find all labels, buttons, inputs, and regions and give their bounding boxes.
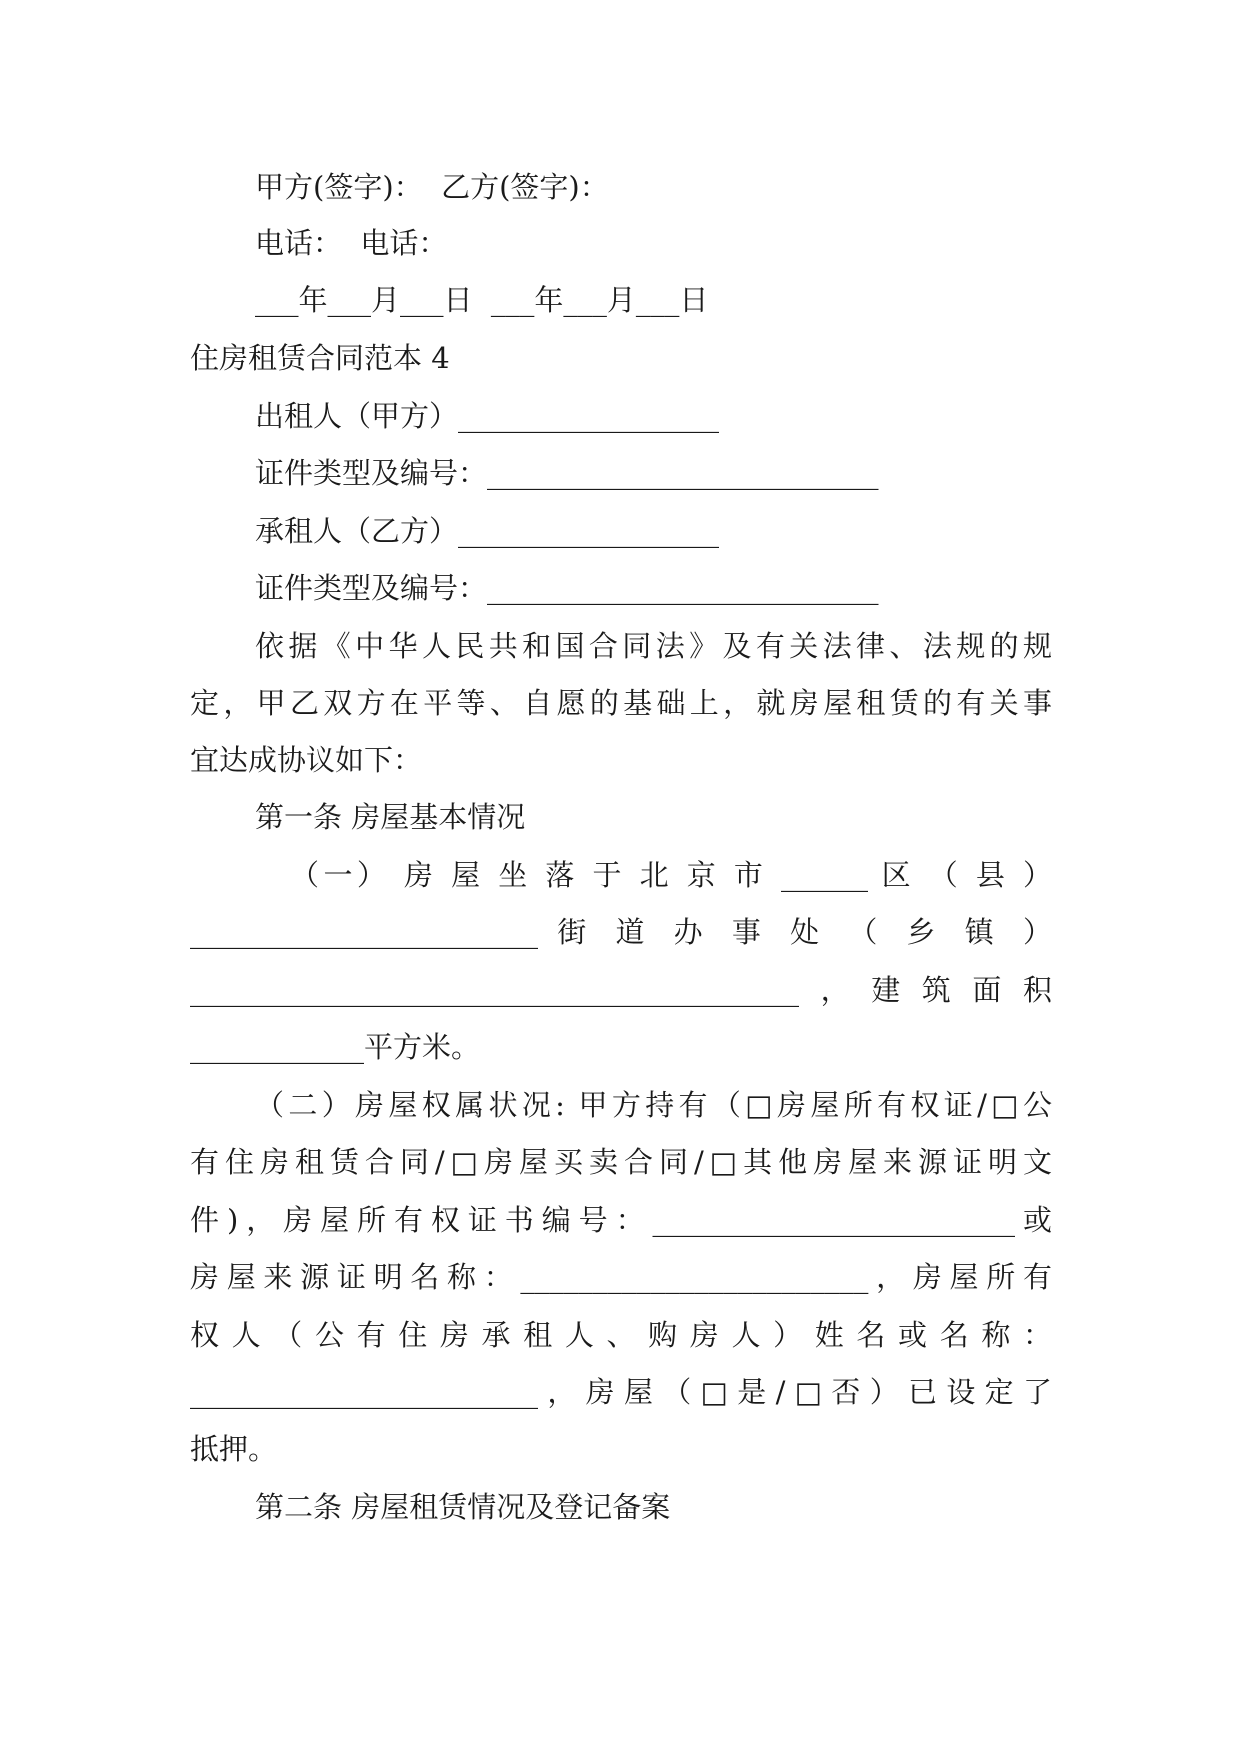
- preamble-line-1: 依据《中华人民共和国合同法》及有关法律、法规的规: [255, 629, 1052, 663]
- phone-line: 电话： 电话：: [255, 226, 448, 260]
- article-1-item-1-line-1: （一） 房 屋 坐 落 于 北 京 市 ______ 区 （ 县 ）: [290, 858, 1052, 892]
- contract-title: 住房租赁合同范本 4: [190, 341, 450, 375]
- article-1-item-1-line-4: ____________平方米。: [190, 1030, 481, 1064]
- lessee-line: 承租人（乙方）__________________: [255, 514, 720, 548]
- article-1-item-2-line-1: （二）房屋权属状况: 甲方持有（□房屋所有权证/□公: [255, 1088, 1052, 1122]
- article-1-item-2-line-2: 有住房租赁合同/□房屋买卖合同/□其他房屋来源证明文: [190, 1145, 1052, 1179]
- lessor-line: 出租人（甲方）__________________: [255, 399, 720, 433]
- preamble-line-3: 宜达成协议如下：: [190, 743, 423, 777]
- lessee-id-line: 证件类型及编号：___________________________: [255, 571, 879, 605]
- article-1-item-1-line-2: ________________________ 街 道 办 事 处 （ 乡 镇 ）: [190, 915, 1052, 949]
- signature-line: 甲方(签字)： 乙方(签字)：: [255, 170, 609, 204]
- preamble-line-2: 定，甲乙双方在平等、自愿的基础上，就房屋租赁的有关事: [190, 686, 1052, 720]
- article-1-item-2-line-6: ________________________，房屋（□是/□否）已设定了: [190, 1375, 1052, 1409]
- article-1-item-1-line-3: __________________________________________，建筑面积: [190, 973, 1052, 1007]
- article-2-heading: 第二条 房屋租赁情况及登记备案: [255, 1490, 671, 1524]
- article-1-heading: 第一条 房屋基本情况: [255, 800, 526, 834]
- article-1-item-2-line-7: 抵押。: [190, 1432, 278, 1466]
- date-line: ___年___月___日 ___年___月___日: [255, 283, 709, 317]
- article-1-item-2-line-5: 权 人 （ 公 有 住 房 承 租 人 、 购 房 人 ） 姓 名 或 名 称 ：: [190, 1318, 1052, 1352]
- article-1-item-2-line-3: 件)，房屋所有权证书编号：_________________________或: [190, 1203, 1052, 1237]
- lessor-id-line: 证件类型及编号：___________________________: [255, 456, 879, 490]
- article-1-item-2-line-4: 房屋来源证明名称：________________________，房屋所有: [190, 1260, 1052, 1294]
